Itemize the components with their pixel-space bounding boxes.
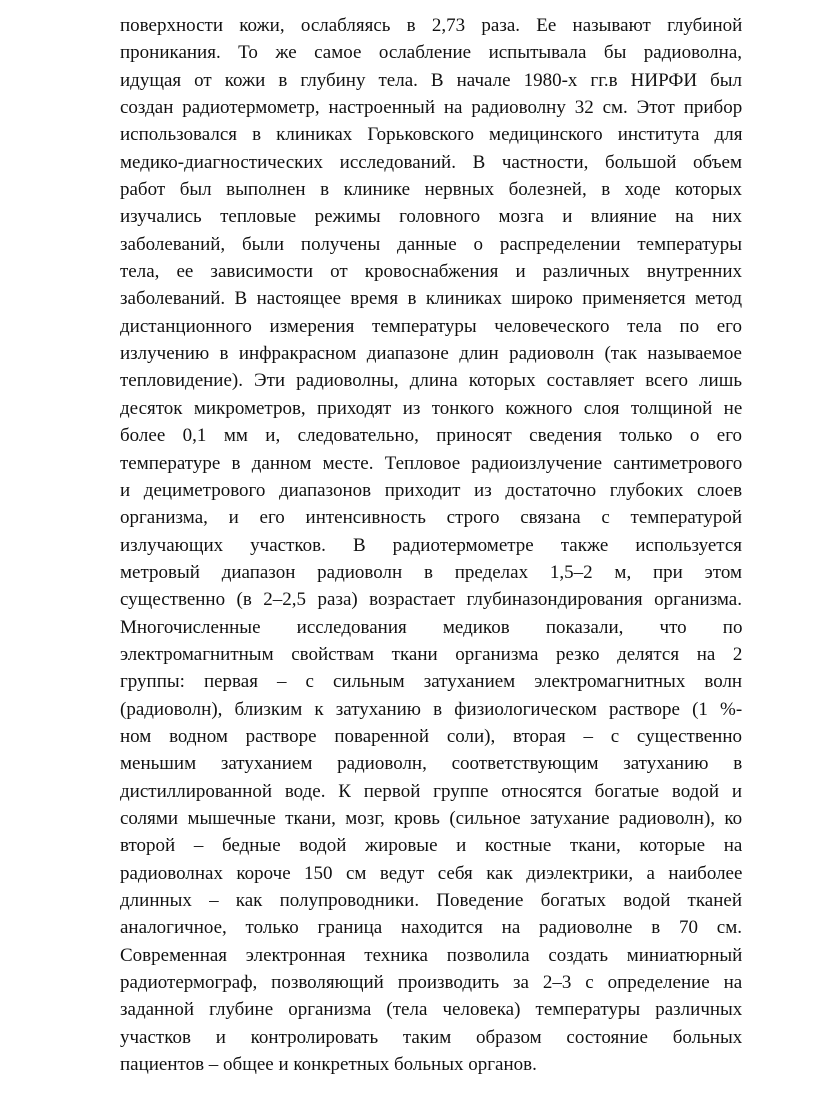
text-line: радиоволнах короче 150 см ведут себя как диэлектрики, а наиболее xyxy=(120,862,743,884)
text-line: заболеваний. В настоящее время в клиниках широко применяется метод xyxy=(120,288,743,310)
text-line: излучающих участков. В радиотермометре также используется xyxy=(120,534,742,556)
text-line: организма, и его интенсивность строго связана с температурой xyxy=(120,507,743,529)
text-line: Многочисленные исследования медиков показали, что по xyxy=(120,616,743,638)
text-line: аналогичное, только граница находится на радиоволне в 70 см. xyxy=(120,917,742,939)
text-line: создан радиотермометр, настроенный на радиоволну 32 см. Этот прибор xyxy=(120,97,743,119)
text-line: меньшим затуханием радиоволн, соответствующим затуханию в xyxy=(120,753,743,775)
text-line: изучались тепловые режимы головного мозга и влияние на них xyxy=(120,206,742,228)
text-line: более 0,1 мм и, следовательно, приносят сведения только о его xyxy=(120,425,743,447)
text-line: (радиоволн), близким к затуханию в физиологическом растворе (1 %- xyxy=(120,698,743,720)
text-line: тепловидение). Эти радиоволны, длина которых составляет всего лишь xyxy=(120,370,742,392)
text-line: тела, ее зависимости от кровоснабжения и различных внутренних xyxy=(120,261,742,283)
text-line: заболеваний, были получены данные о распределении температуры xyxy=(120,233,742,255)
text-line: медико-диагностических исследований. В частности, большой объем xyxy=(120,151,742,173)
text-line: участков и контролировать таким образом состояние больных xyxy=(120,1026,743,1048)
text-line: группы: первая – с сильным затуханием электромагнитных волн xyxy=(120,671,743,693)
text-line: проникания. То же самое ослабление испытывала бы радиоволна, xyxy=(120,42,742,64)
text-line: и дециметрового диапазонов приходит из достаточно глубоких слоев xyxy=(120,479,743,501)
text-line: дистанционного измерения температуры человеческого тела по его xyxy=(120,315,742,337)
text-line: работ был выполнен в клинике нервных болезней, в ходе которых xyxy=(120,179,742,201)
text-line: метровый диапазон радиоволн в пределах 1,5–2 м, при этом xyxy=(120,561,742,583)
text-line: существенно (в 2–2,5 раза) возрастает глубиназондирования организма. xyxy=(120,589,742,611)
text-line: Современная электронная техника позволила создать миниатюрный xyxy=(120,944,743,966)
text-line: радиотермограф, позволяющий производить за 2–3 с определение на xyxy=(120,972,743,994)
text-line: излучению в инфракрасном диапазоне длин радиоволн (так называемое xyxy=(120,343,742,365)
text-line: электромагнитным свойствам ткани организма резко делятся на 2 xyxy=(120,643,743,665)
text-line: использовался в клиниках Горьковского медицинского института для xyxy=(120,124,743,146)
text-line: температуре в данном месте. Тепловое радиоизлучение сантиметрового xyxy=(120,452,743,474)
text-line: поверхности кожи, ослабляясь в 2,73 раза. Ее называют глубиной xyxy=(120,15,743,36)
text-line: заданной глубине организма (тела человека) температуры различных xyxy=(120,999,743,1021)
text-line: ном водном растворе поваренной соли), вторая – с существенно xyxy=(120,725,742,747)
text-line: дистиллированной воде. К первой группе относятся богатые водой и xyxy=(120,780,742,802)
text-line: второй – бедные водой жировые и костные ткани, которые на xyxy=(120,835,743,857)
text-line-last: пациентов – общее и конкретных больных органов. xyxy=(120,1054,537,1076)
text-line: десяток микрометров, приходят из тонкого кожного слоя толщиной не xyxy=(120,397,743,419)
text-line: идущая от кожи в глубину тела. В начале 1980-х гг.в НИРФИ был xyxy=(120,69,742,91)
text-line: длинных – как полупроводники. Поведение богатых водой тканей xyxy=(120,890,742,911)
document-page xyxy=(120,12,742,1078)
text-line: солями мышечные ткани, мозг, кровь (сильное затухание радиоволн), ко xyxy=(120,807,743,829)
